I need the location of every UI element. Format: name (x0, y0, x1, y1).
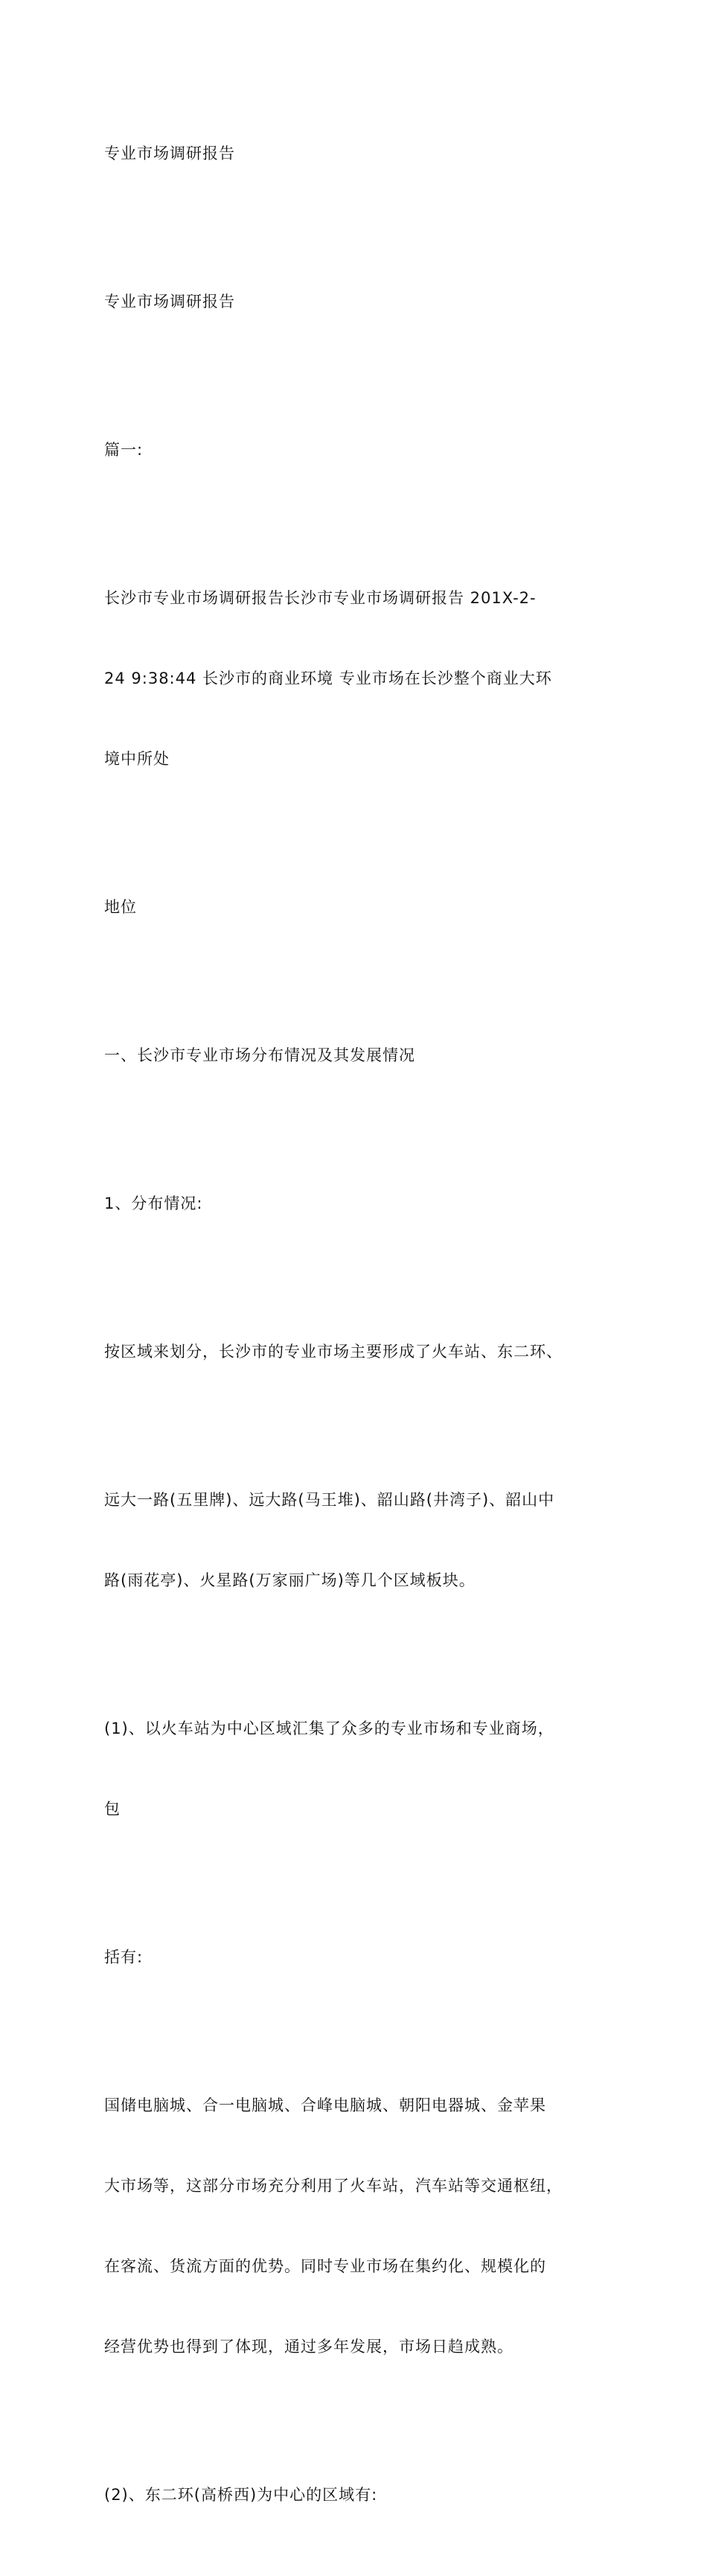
region-list-line: 远大一路(五里牌)、远大路(马王堆)、韶山路(井湾子)、韶山中 (104, 1491, 555, 1509)
section-label (104, 383, 610, 531)
item-1-line: (1)、以火车站为中心区域汇集了众多的专业市场和专业商场， (104, 1720, 554, 1737)
region-list-line: 路(雨花亭)、火星路(万家丽广场)等几个区域板块。 (104, 1571, 476, 1589)
document-title (104, 86, 610, 235)
document-subtitle (104, 235, 610, 383)
item-2-paragraph (104, 2428, 610, 2576)
intro-paragraph (104, 531, 610, 840)
intro-line: 境中所处 (104, 750, 170, 768)
item-1-body-line: 经营优势也得到了体现，通过多年发展，市场日趋成熟。 (104, 2338, 514, 2356)
item-1-tail-text: 括有: (104, 1948, 144, 1966)
heading-distribution (104, 988, 610, 1136)
subheading-distribution-text: 1、分布情况: (104, 1195, 203, 1212)
section-label-text: 篇一: (104, 441, 144, 459)
intro-line: 24 9:38:44 长沙市的商业环境 专业市场在长沙整个商业大环 (104, 670, 552, 687)
item-1-body-line: 国储电脑城、合一电脑城、合峰电脑城、朝阳电器城、金苹果 (104, 2096, 546, 2114)
item-1-body-paragraph (104, 2038, 610, 2428)
subtitle-text: 专业市场调研报告 (104, 293, 235, 311)
item-1-body-line: 大市场等，这部分市场充分利用了火车站，汽车站等交通枢纽， (104, 2177, 563, 2195)
item-2-text: (2)、东二环(高桥西)为中心的区域有: (104, 2486, 378, 2504)
item-1-body-line: 在客流、货流方面的优势。同时专业市场在集约化、规模化的 (104, 2257, 546, 2275)
heading-distribution-text: 一、长沙市专业市场分布情况及其发展情况 (104, 1046, 415, 1064)
document-body (104, 86, 610, 2576)
subheading-distribution (104, 1136, 610, 1285)
intro-tail-text: 地位 (104, 898, 137, 916)
intro-tail-paragraph (104, 840, 610, 988)
intro-line: 长沙市专业市场调研报告长沙市专业市场调研报告 201X-2- (104, 589, 537, 607)
region-paragraph (104, 1285, 610, 1433)
region-line: 按区域来划分，长沙市的专业市场主要形成了火车站、东二环、 (104, 1343, 563, 1361)
item-1-line: 包 (104, 1800, 121, 1818)
item-1-paragraph (104, 1661, 610, 1890)
item-1-tail-paragraph (104, 1890, 610, 2038)
title-text: 专业市场调研报告 (104, 144, 235, 162)
region-list-paragraph (104, 1433, 610, 1661)
